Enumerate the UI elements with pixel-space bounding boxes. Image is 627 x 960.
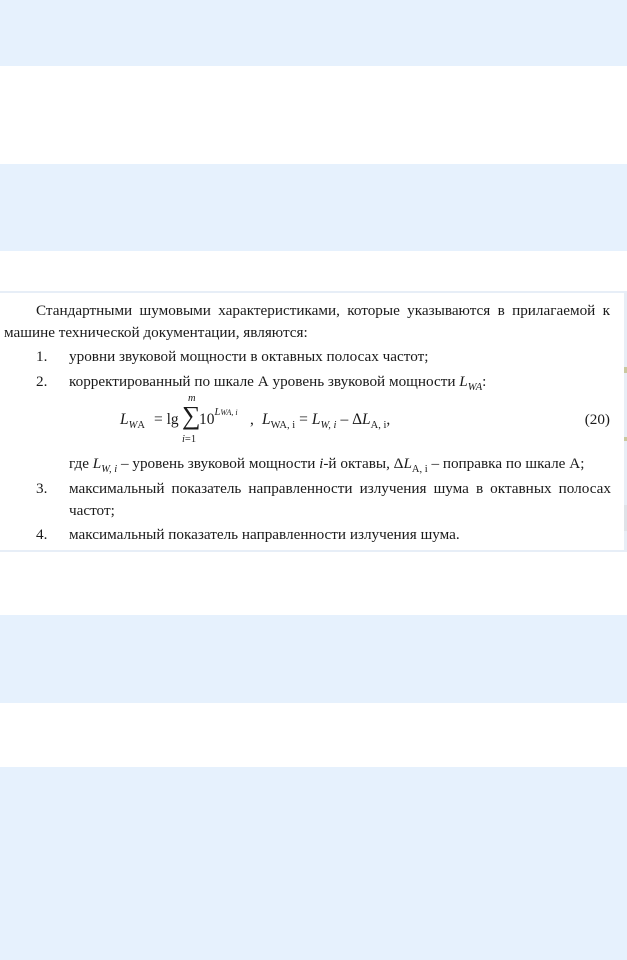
sum-lower-limit: i=1 <box>182 434 197 445</box>
list-number: 4. <box>36 526 48 543</box>
formula-lhs: $L_{WA}$ <box>120 411 145 431</box>
formula-explanation: где $L_{W, i}$ – уровень звуковой мощности i-й октавы, $\Delta L_{A, i}$ – поправка по шкале А; <box>69 455 585 475</box>
equation-number: (20) <box>584 411 610 428</box>
list-number: 2. <box>36 373 48 390</box>
background-band <box>0 767 627 960</box>
list-number: 3. <box>36 480 48 497</box>
math-symbol: L <box>459 373 468 390</box>
background-band <box>0 0 627 66</box>
formula-rhs: $L_{WA, i} = L_{W, i} - \Delta L_{A, i}$, <box>262 411 391 431</box>
list-text: максимальный показатель направленности излучения шума. <box>69 526 460 543</box>
intro-paragraph: Стандартными шумовыми характеристиками, которые указываются в прилагаемой к машине технической документации, являются: <box>4 302 610 341</box>
list-number: 1. <box>36 348 48 365</box>
formula-comma: , <box>250 411 254 428</box>
list-text: уровни звуковой мощности в октавных полосах частот; <box>69 348 429 365</box>
background-band <box>0 615 627 703</box>
document-excerpt <box>0 291 627 552</box>
formula-power: $10^{LWA, i}$ <box>199 407 238 428</box>
sigma-symbol: ∑ <box>182 401 201 430</box>
background-band <box>0 164 627 251</box>
list-text: максимальный показатель направленности излучения шума в октавных полосах частот; <box>69 480 611 519</box>
list-text: корректированный по шкале А уровень звуковой мощности $L_{WA}$: <box>69 373 487 393</box>
sum-upper-limit: m <box>188 393 196 404</box>
formula-eq-lg: = lg <box>154 411 179 428</box>
formula-20 <box>120 393 610 454</box>
